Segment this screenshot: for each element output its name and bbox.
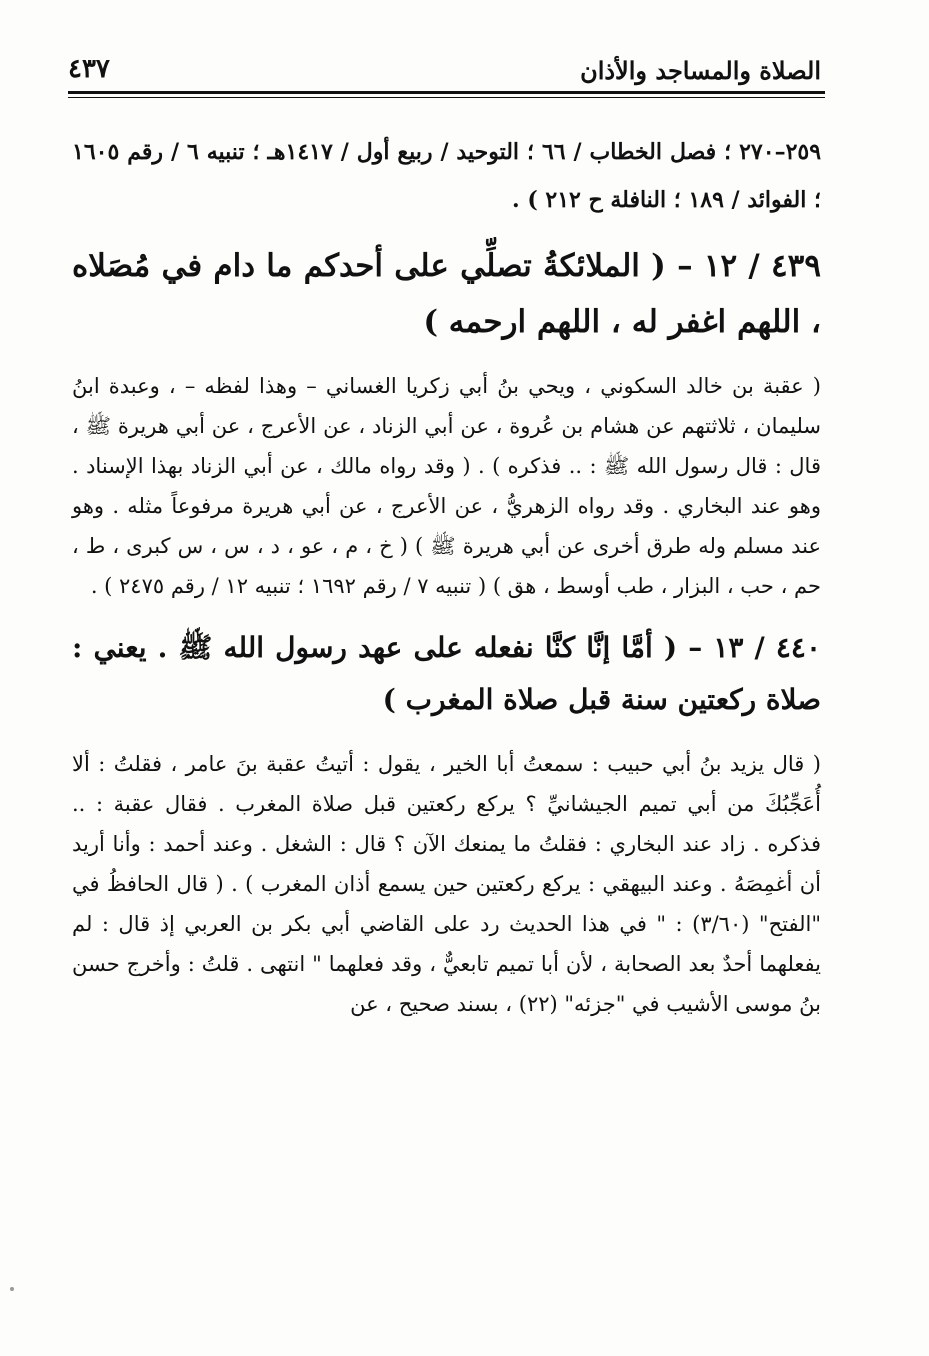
reference-paragraph: ٢٥٩–٢٧٠ ؛ فصل الخطاب / ٦٦ ؛ التوحيد / ربيع أول / ١٤١٧هـ ؛ تنبيه ٦ / رقم ١٦٠٥ ؛ الفوائد / ١٨٩ ؛ النافلة ح ٢١٢ ) . xyxy=(72,139,822,213)
commentary-439: ( عقبة بن خالد السكوني ، ويحي بنُ أبي زكريا الغساني – وهذا لفظه – ، وعبدة ابنُ سليمان ، ثلاثتهم عن هشام بن عُروة ، عن أبي الزناد ، عن الأعرج ، عن أبي هريرة ﷺ ، قال : قال رسول الله ﷺ : .. فذكره ) . ( وقد رواه مالك ، عن أبي الزناد بهذا الإسناد . وهو عند البخاري . وقد رواه الزهريُّ ، عن الأعرج ، عن أبي هريرة مرفوعاً مثله . وهو عند مسلم وله طرق أخرى عن أبي هريرة ﷺ ) ( خ ، م ، عو ، د ، س ، س كبرى ، ط ، حم ، حب ، البزار ، طب أوسط ، هق ) ( تنبيه ٧ / رقم ١٦٩٢ ؛ تنبيه ١٢ / رقم ٢٤٧٥ ) . xyxy=(72,374,821,598)
page-number: ٤٣٧ xyxy=(68,54,110,84)
page-header xyxy=(68,52,821,92)
hadith-439: ٤٣٩ / ١٢ – ( الملائكةُ تصلِّي على أحدكم ما دام في مُصَلاه ، اللهم اغفر له ، اللهم ارحمه ) xyxy=(72,248,821,340)
scan-speck xyxy=(10,1287,14,1291)
page-body xyxy=(72,128,821,1024)
hadith-440: ٤٤٠ / ١٣ – ( أمَّا إنَّا كنَّا نفعله على عهد رسول الله ﷺ . يعني : صلاة ركعتين سنة قبل صلاة المغرب ) xyxy=(72,631,821,716)
header-rule-thick xyxy=(68,91,825,94)
chapter-title: الصلاة والمساجد والأذان xyxy=(580,56,821,85)
commentary-440: ( قال يزيد بنُ أبي حبيب : سمعتُ أبا الخير ، يقول : أتيتُ عقبة بنَ عامر ، فقلتُ : ألا أُعَجِّبُكَ من أبي تميم الجيشانيِّ ؟ يركع ركعتين قبل صلاة المغرب . فقال عقبة : .. فذكره . زاد عند البخاري : فقلتُ ما يمنعك الآن ؟ قال : الشغل . وعند أحمد : وأنا أريد أن أغمِصَهُ . وعند البيهقي : يركع ركعتين حين يسمع أذان المغرب ) . ( قال الحافظُ في "الفتح" (٣/٦٠) : " في هذا الحديث رد على القاضي أبي بكر بن العربي إذ قال : لم يفعلهما أحدٌ بعد الصحابة ، لأن أبا تميم تابعيٌّ ، وقد فعلهما " انتهى . قلتُ : وأخرج حسن بنُ موسى الأشيب في "جزئه" (٢٢) ، بسند صحيح ، عن xyxy=(72,752,821,1016)
header-rule-thin xyxy=(68,97,825,98)
